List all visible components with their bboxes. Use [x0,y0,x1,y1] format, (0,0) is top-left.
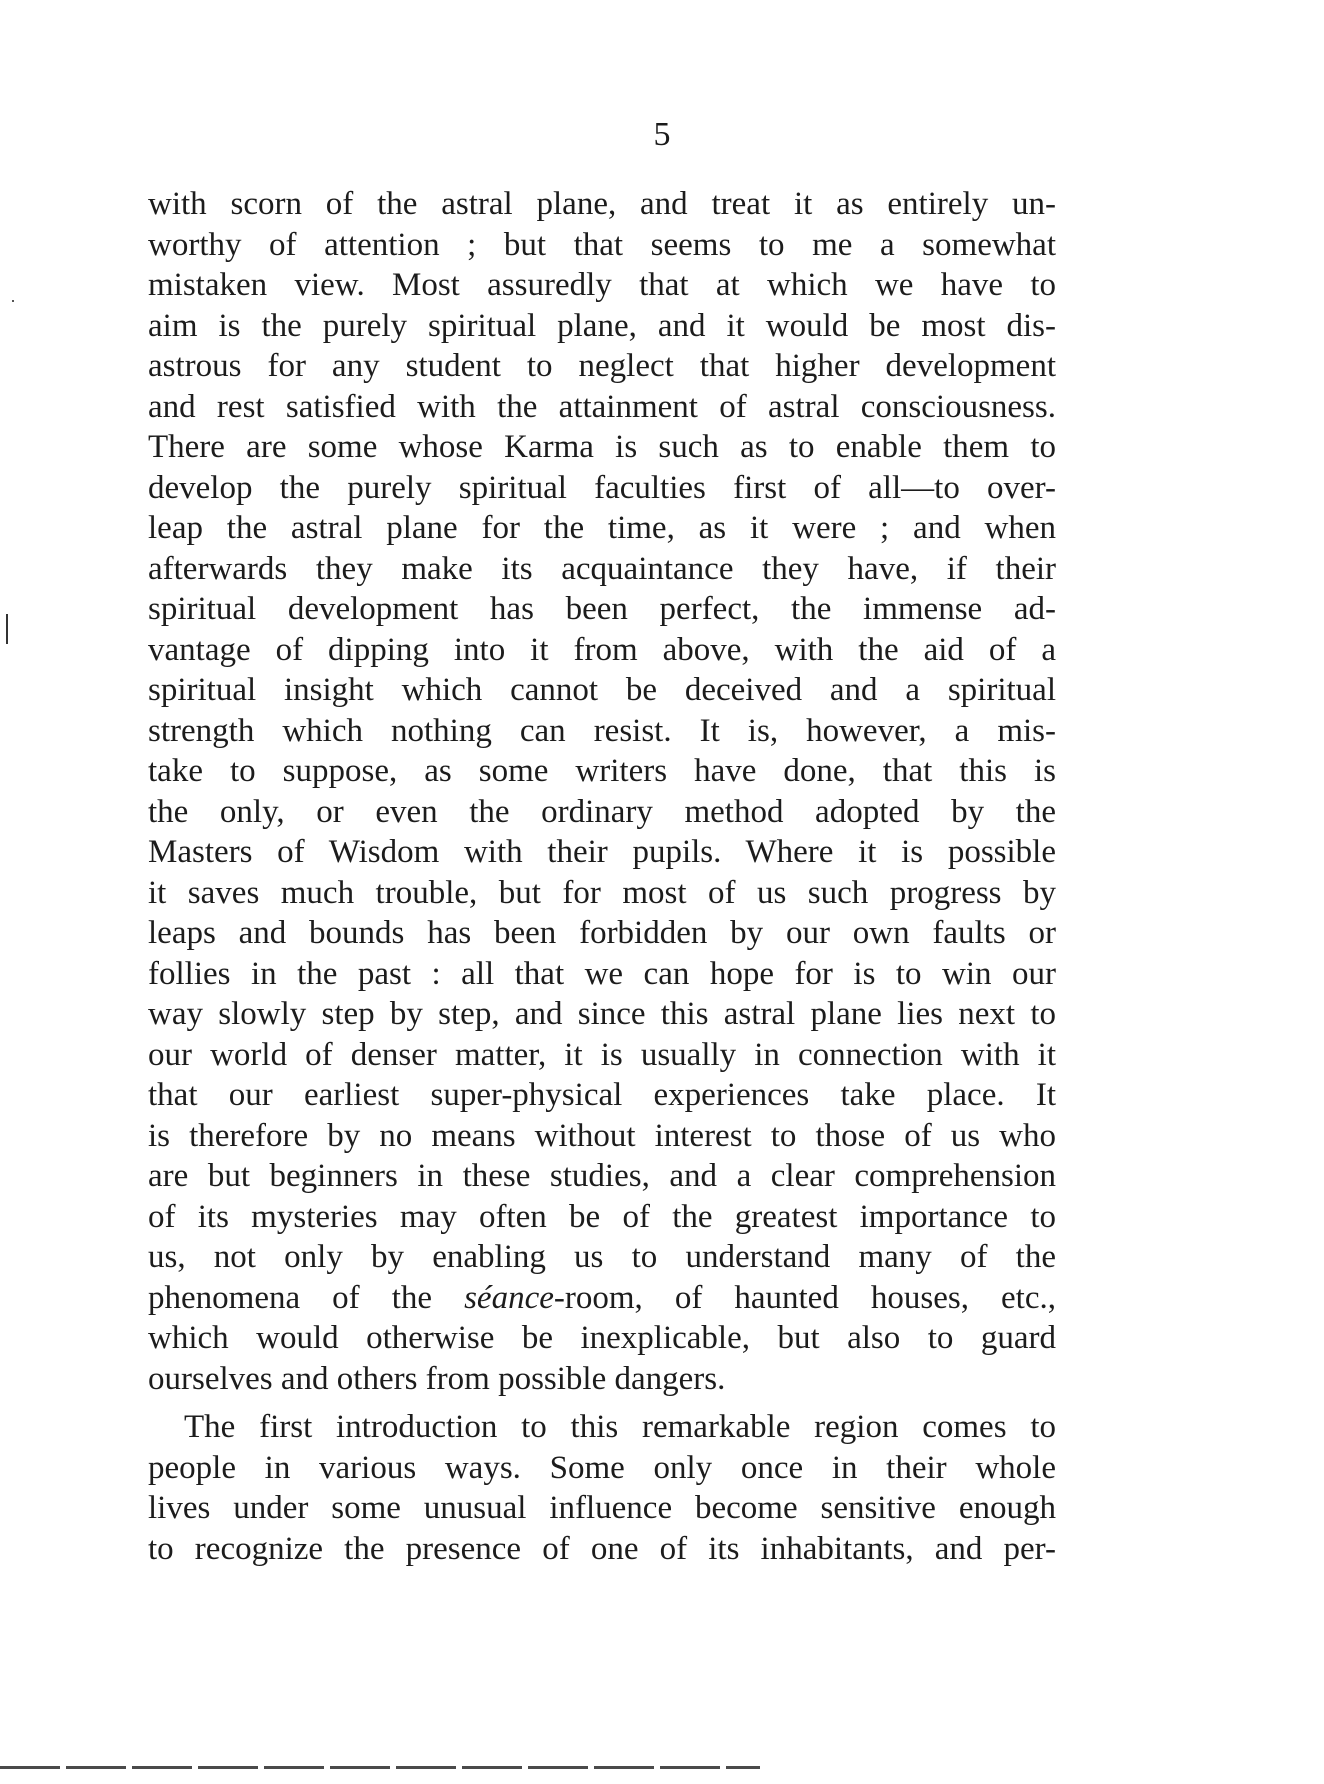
text-line: it saves much trouble, but for most of us such progress by [148,874,1056,911]
text-line: spiritual insight which cannot be deceived and a spiritual [148,672,1056,708]
text-line: and rest satisfied with the attainment of astral consciousness. [148,388,1056,425]
text-line: spiritual development has been perfect, the immense ad- [148,591,1056,627]
text-line-seance [148,1278,1056,1319]
bottom-scan-edge [0,1766,760,1769]
text-line-first: The first introduction to this remarkable region comes to [184,1409,1056,1445]
text-line: are but beginners in these studies, and a clear comprehension [148,1158,1056,1194]
seance-after: -room, of haunted houses, etc., [553,1279,1056,1316]
seance-before: phenomena of the [148,1279,465,1316]
text-line: vantage of dipping into it from above, with the aid of a [148,631,1056,668]
seance-italic: séance [464,1279,554,1316]
text-line: of its mysteries may often be of the greatest importance to [148,1198,1056,1235]
text-line: the only, or even the ordinary method adopted by the [148,793,1056,830]
margin-dot [12,300,14,302]
text-line: aim is the purely spiritual plane, and it would be most dis- [148,307,1056,344]
text-line: leap the astral plane for the time, as it were ; and when [148,510,1056,546]
text-line: our world of denser matter, it is usually in connection with it [148,1036,1056,1073]
text-line: lives under some unusual influence become sensitive enough [148,1490,1056,1526]
page-number: 5 [653,116,671,153]
text-line: way slowly step by step, and since this astral plane lies next to [148,996,1056,1032]
text-line-last: ourselves and others from possible dangers. [148,1360,726,1397]
text-line: strength which nothing can resist. It is, however, a mis- [148,712,1056,749]
text-line: that our earliest super-physical experiences take place. It [148,1077,1056,1113]
text-line: take to suppose, as some writers have done, that this is [148,753,1056,789]
text-line: develop the purely spiritual faculties first of all—to over- [148,469,1056,506]
text-line: follies in the past : all that we can hope for is to win our [148,955,1056,992]
text-line: There are some whose Karma is such as to enable them to [148,429,1056,465]
text-line: worthy of attention ; but that seems to me a somewhat [148,226,1056,263]
paragraph-1 [148,184,1056,1399]
text-line: mistaken view. Most assuredly that at which we have to [148,267,1056,303]
text-line: which would otherwise be inexplicable, but also to guard [148,1320,1056,1356]
text-line: leaps and bounds has been forbidden by our own faults or [148,915,1056,951]
margin-mark [6,614,8,644]
text-line: astrous for any student to neglect that higher development [148,348,1056,384]
text-line: is therefore by no means without interest to those of us who [148,1117,1056,1154]
body-text [148,184,1056,1569]
text-line: afterwards they make its acquaintance they have, if their [148,550,1056,587]
paragraph-2 [148,1407,1056,1569]
text-line: Masters of Wisdom with their pupils. Where it is possible [148,834,1056,870]
text-line: us, not only by enabling us to understand many of the [148,1239,1056,1275]
text-line: to recognize the presence of one of its inhabitants, and per- [148,1530,1056,1567]
text-line: with scorn of the astral plane, and treat it as entirely un- [148,186,1056,222]
text-line: people in various ways. Some only once in their whole [148,1449,1056,1486]
